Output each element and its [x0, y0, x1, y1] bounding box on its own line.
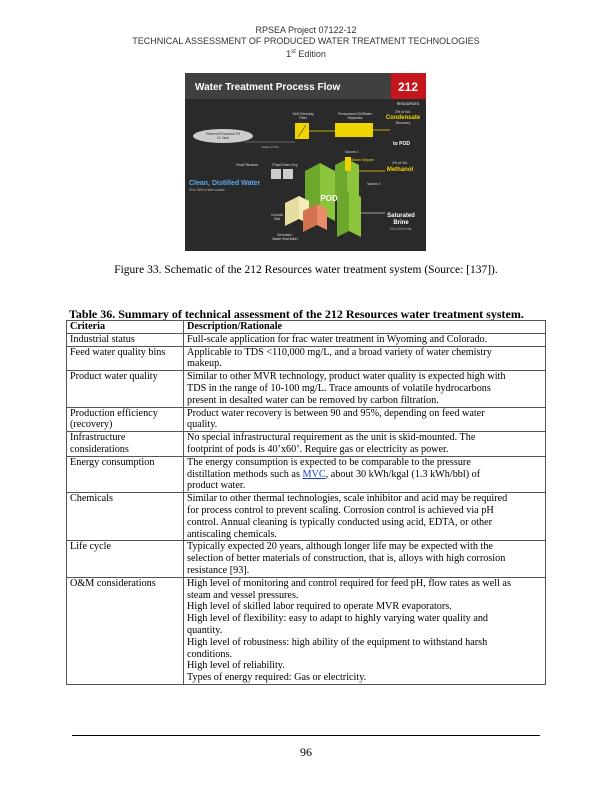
criteria-cell: Infrastructure considerations: [67, 432, 184, 457]
steam-stripper-shape: [345, 157, 351, 171]
svg-text:Pressurized Oil/Water: Pressurized Oil/Water: [338, 112, 372, 116]
figure-title: Water Treatment Process Flow: [195, 82, 341, 93]
svg-text:2% of Vol.: 2% of Vol.: [395, 110, 411, 114]
assessment-table: [66, 320, 546, 685]
svg-text:Skid: Skid: [273, 217, 281, 221]
svg-text:Reserve/Flowback Pit: Reserve/Flowback Pit: [206, 132, 240, 136]
footer-rule: [72, 735, 540, 736]
clean-water-label: Clean, Distilled Water: [189, 180, 261, 187]
page-number: 96: [300, 745, 312, 759]
svg-text:Phys/Chem Oxy: Phys/Chem Oxy: [272, 163, 298, 167]
figure-caption: Figure 33. Schematic of the 212 Resources water treatment system (Source: [137]).: [114, 264, 498, 276]
description-cell: Applicable to TDS <110,000 mg/L, and a broad variety of water chemistry makeup.: [184, 346, 546, 371]
col-header-description: Description/Rationale: [184, 321, 546, 334]
table-title: Table 36. Summary of technical assessment of the 212 Resources water treatment system.: [69, 307, 524, 321]
criteria-cell: O&M considerations: [67, 577, 184, 684]
description-cell: No special infrastructural requirement as the unit is skid-mounted. The footprint of pods is 40’x60’. Require gas or electricity as power.: [184, 432, 546, 457]
mvc-link[interactable]: MVC: [302, 468, 326, 480]
description-cell: Product water recovery is between 90 and 95%, depending on feed water quality.: [184, 407, 546, 432]
svg-text:Separator: Separator: [347, 116, 363, 120]
svg-text:Generator /: Generator /: [276, 233, 294, 237]
svg-text:5 to 10% of Vol.: 5 to 10% of Vol.: [389, 227, 413, 231]
svg-text:Filter: Filter: [299, 116, 307, 120]
svg-text:Self-Cleaning: Self-Cleaning: [292, 112, 314, 116]
svg-text:Vacom 2: Vacom 2: [367, 182, 381, 186]
criteria-cell: Energy consumption: [67, 456, 184, 492]
logo-text: RESOURCES: [396, 102, 420, 106]
criteria-cell: Life cycle: [67, 541, 184, 577]
svg-text:Waste Heat Boiler: Waste Heat Boiler: [272, 237, 298, 241]
description-cell: Similar to other MVR technology, product water quality is expected high with TDS in the range of 10-100 mg/L. Trace amounts of volatile hydrocarbons present in desalted water can be removed by carbon filtration.: [184, 371, 546, 407]
separator-shape: [335, 123, 373, 137]
description-cell: Full-scale application for frac water treatment in Wyoming and Colorado.: [184, 333, 546, 346]
table-row: [67, 541, 546, 577]
svg-text:Solids (if PS): Solids (if PS): [261, 145, 279, 149]
table-row: [67, 371, 546, 407]
svg-text:Methanol: Methanol: [386, 167, 414, 173]
criteria-cell: Industrial status: [67, 333, 184, 346]
header-report-title: TECHNICAL ASSESSMENT OF PRODUCED WATER TREATMENT TECHNOLOGIES: [132, 36, 480, 46]
svg-text:Controls: Controls: [271, 213, 283, 217]
table-header-row: [67, 321, 546, 334]
svg-text:2% of Vol.: 2% of Vol.: [392, 161, 408, 165]
pod-tower-right: [337, 191, 349, 237]
svg-text:Vacom 1: Vacom 1: [345, 150, 359, 154]
table-row: [67, 577, 546, 684]
criteria-cell: Feed water quality bins: [67, 346, 184, 371]
table-row: [67, 407, 546, 432]
svg-text:Final Filtration: Final Filtration: [236, 163, 258, 167]
pod-label: POD: [320, 194, 338, 203]
svg-text:Saturated: Saturated: [387, 213, 415, 219]
svg-text:Condensate: Condensate: [385, 115, 421, 121]
logo-number: 212: [397, 80, 419, 94]
description-cell: Typically expected 20 years, although longer life may be expected with the selection of better materials of construction, that is, alloys with high corrosion resistance [93].: [184, 541, 546, 577]
criteria-cell: Production efficiency (recovery): [67, 407, 184, 432]
process-flow-diagram: [185, 73, 426, 251]
process-flow-figure: [185, 73, 426, 251]
header-project: RPSEA Project 07122-12: [255, 25, 357, 35]
table-row: [67, 346, 546, 371]
svg-text:Recovery: Recovery: [395, 121, 411, 125]
table-row: [67, 493, 546, 541]
col-header-criteria: Criteria: [67, 321, 184, 334]
table-row: [67, 456, 546, 492]
svg-text:Brine: Brine: [393, 220, 409, 226]
table-row: [67, 333, 546, 346]
header-edition: 1st Edition: [286, 49, 326, 59]
criteria-cell: Product water quality: [67, 371, 184, 407]
svg-text:to POD: to POD: [393, 141, 410, 147]
svg-text:Steam Stripper: Steam Stripper: [351, 158, 375, 162]
svg-text:90 to 95% of inlet volume: 90 to 95% of inlet volume: [189, 188, 225, 192]
description-cell: Similar to other thermal technologies, scale inhibitor and acid may be required for process control to prevent scaling. Corrosion control is achieved via pH control. Annual cleaning is typically conducted using acid, EDTA, or other antiscaling chemicals.: [184, 493, 546, 541]
table-row: [67, 432, 546, 457]
description-cell: High level of monitoring and control required for feed pH, flow rates as well as steam and vessel pressures. High level of skilled labor required to operate MVR evaporators. High level of flexibility: easy to adapt to highly varying water quality and quantity. High level of robustness: high ability of the equipment to withstand harsh conditions. High level of reliability. Types of energy required: Gas or electricity.: [184, 577, 546, 684]
description-cell: The energy consumption is expected to be comparable to the pressure distillation methods such as MVC, about 30 kWh/kgal (1.3 kWh/bbl) of product water.: [184, 456, 546, 492]
criteria-cell: Chemicals: [67, 493, 184, 541]
svg-text:Or Tank: Or Tank: [216, 136, 230, 140]
